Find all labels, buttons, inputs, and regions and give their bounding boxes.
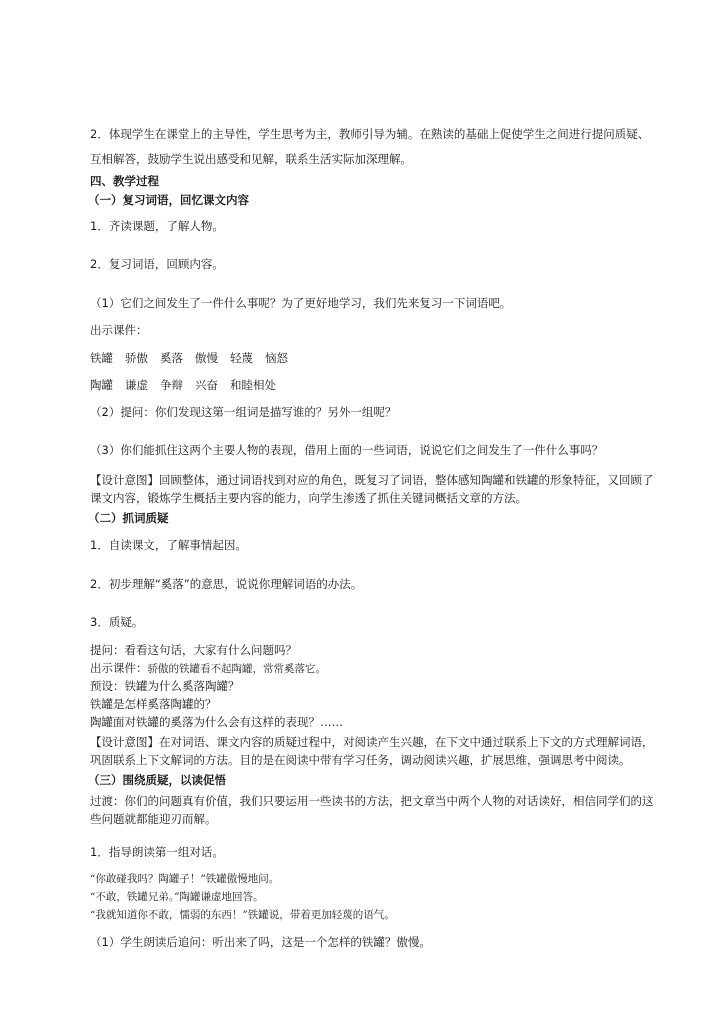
subsection-heading: （三）围绕质疑，以读促悟 — [88, 773, 226, 787]
word-item: 傲慢 — [195, 351, 218, 365]
dialogue-line: “你敢碰我吗？陶罐子！”铁罐傲慢地问。 — [90, 873, 280, 885]
list-item: 2．复习词语，回顾内容。 — [90, 257, 224, 271]
word-item: 奚落 — [160, 351, 183, 365]
question-text: （1）学生朗读后追问：听出来了吗，这是一个怎样的铁罐？傲慢。 — [90, 935, 431, 949]
design-intent-line: 【设计意图】回顾整体，通过词语找到对应的角色，既复习了词语，整体感知陶罐和铁罐的形象特征，又回顾了 — [90, 473, 654, 487]
preset-line: 铁罐是怎样奚落陶罐的？ — [90, 697, 217, 711]
list-item: 1．齐读课题，了解人物。 — [90, 219, 224, 233]
list-item: 1．自读课文，了解事情起因。 — [90, 538, 247, 552]
dialogue-line: “我就知道你不敢，懦弱的东西！”铁罐说，带着更加轻蔑的语气。 — [90, 909, 395, 921]
question-text: （2）提问：你们发现这第一组词是描写谁的？另外一组呢？ — [90, 405, 397, 419]
dialogue-line: “不敢，铁罐兄弟。”陶罐谦虚地回答。 — [90, 891, 264, 903]
ask-text: 提问：看看这句话，大家有什么问题吗？ — [90, 643, 297, 657]
courseware-line — [90, 661, 326, 676]
word-item: 争辩 — [160, 378, 183, 392]
design-intent-line: 课文内容，锻炼学生概括主要内容的能力，向学生渗透了抓住关键词概括文章的方法。 — [90, 491, 527, 505]
design-intent-line: 巩固联系上下文解词的方法。目的是在阅读中带有学习任务，调动阅读兴趣，扩展思维，强调思考中阅读。 — [90, 753, 631, 767]
list-item: 3．质疑。 — [90, 615, 144, 629]
list-item: 1．指导朗读第一组对话。 — [90, 845, 224, 859]
transition-line: 些问题就都能迎刃而解。 — [90, 812, 217, 826]
word-item: 轻蔑 — [230, 351, 253, 365]
word-group-1 — [90, 351, 300, 365]
word-item: 骄傲 — [125, 351, 148, 365]
preset-line: 陶罐面对铁罐的奚落为什么会有这样的表现？…… — [90, 715, 343, 729]
preset-line: 预设：铁罐为什么奚落陶罐？ — [90, 679, 240, 693]
design-intent-line: 【设计意图】在对词语、课文内容的质疑过程中，对阅读产生兴趣，在下文中通过联系上下文的方式理解词语， — [90, 735, 654, 749]
courseware-sentence: 骄傲的铁罐看不起陶罐，常常奚落它。 — [147, 663, 326, 675]
transition-line: 过渡：你们的问题真有价值，我们只要运用一些读书的方法，把文章当中两个人物的对话读好，相信同学们的这 — [90, 794, 654, 808]
section-heading: 四、教学过程 — [90, 174, 159, 188]
subsection-heading: （一）复习词语，回忆课文内容 — [88, 193, 249, 207]
word-item: 陶罐 — [90, 378, 113, 392]
paragraph-line: 互相解答，鼓励学生说出感受和见解，联系生活实际加深理解。 — [90, 152, 412, 166]
list-item: 2．初步理解“奚落”的意思，说说你理解词语的办法。 — [90, 577, 363, 591]
paragraph-line: 2．体现学生在课堂上的主导性，学生思考为主，教师引导为辅。在熟读的基础上促使学生之间进行提问质疑、 — [90, 127, 650, 141]
subsection-heading: （二）抓词质疑 — [88, 511, 169, 525]
courseware-label: 出示课件： — [90, 661, 148, 675]
question-text: （1）它们之间发生了一件什么事呢？为了更好地学习，我们先来复习一下词语吧。 — [90, 296, 512, 310]
courseware-label: 出示课件： — [90, 323, 148, 337]
word-group-2 — [90, 378, 288, 392]
question-text: （3）你们能抓住这两个主要人物的表现，借用上面的一些词语，说说它们之间发生了一件什么事吗？ — [90, 443, 604, 457]
word-item: 恼怒 — [265, 351, 288, 365]
word-item: 兴奋 — [195, 378, 218, 392]
word-item: 和睦相处 — [230, 378, 276, 392]
word-item: 谦虚 — [125, 378, 148, 392]
word-item: 铁罐 — [90, 351, 113, 365]
